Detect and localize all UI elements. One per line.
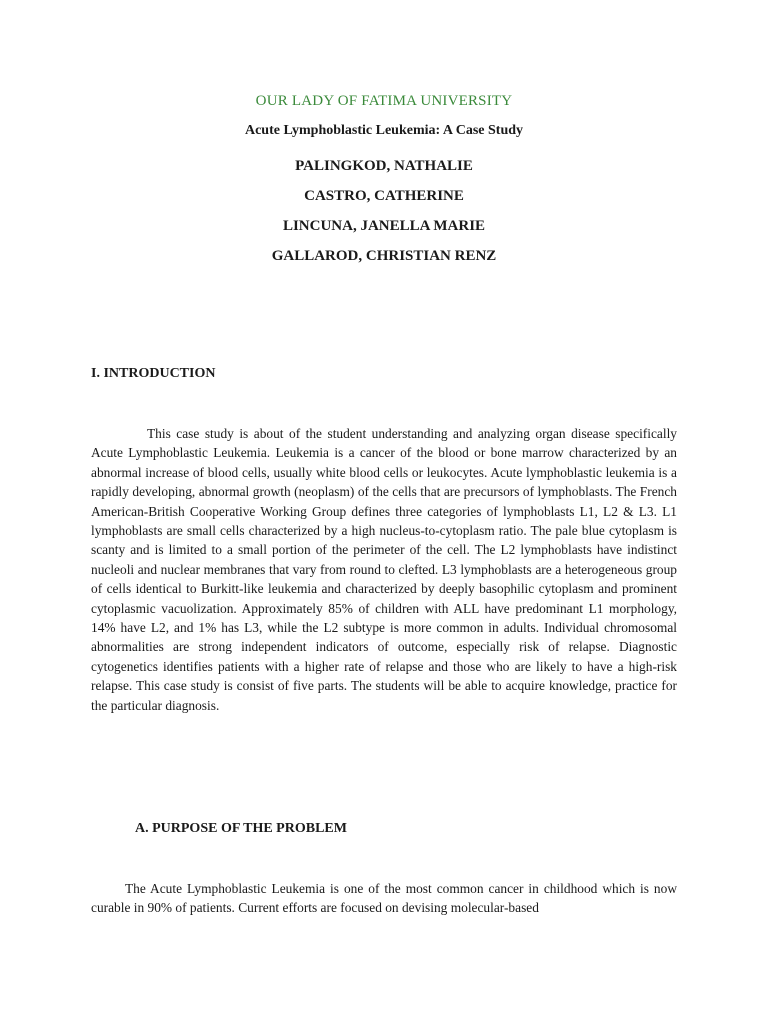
introduction-paragraph: This case study is about of the student understanding and analyzing organ disease specifically Acute Lymphoblastic Leukemia. Leukemia is a cancer of the blood or bone marrow characterized by an abnormal increase of blood cells, usually white blood cells or leukocytes. Acute lymphoblastic leukemia is a rapidly developing, abnormal growth (neoplasm) of the cells that are precursors of lymphoblasts. The French American-British Cooperative Working Group defines three categories of lymphoblasts L1, L2 & L3. L1 lymphoblasts are small cells characterized by a high nucleus-to-cytoplasm ratio. The pale blue cytoplasm is scanty and is limited to a small portion of the perimeter of the cell. The L2 lymphoblasts have indistinct nucleoli and nuclear membranes that vary from round to clefted. L3 lymphoblasts are a heterogeneous group of cells identical to Burkitt-like leukemia and characterized by deeply basophilic cytoplasm and prominent cytoplasmic vacuolization. Approximately 85% of children with ALL have predominant L1 morphology, 14% have L2, and 1% has L3, while the L2 subtype is more common in adults. Individual chromosomal abnormalities are strong independent indicators of outcome, especially risk of relapse. Diagnostic cytogenetics identifies patients with a higher rate of relapse and those who are likely to have a high-risk relapse. This case study is consist of five parts. The students will be able to acquire knowledge, practice for the particular diagnosis. — [91, 426, 677, 713]
author-name: LINCUNA, JANELLA MARIE — [282, 218, 486, 234]
university-name: OUR LADY OF FATIMA UNIVERSITY — [255, 93, 513, 109]
author-name: GALLAROD, CHRISTIAN RENZ — [271, 248, 497, 264]
purpose-paragraph: The Acute Lymphoblastic Leukemia is one of the most common cancer in childhood which is now curable in 90% of patients. Current efforts are focused on devising molecular-based — [91, 881, 677, 916]
purpose-heading: A. PURPOSE OF THE PROBLEM — [135, 821, 347, 836]
author-name: PALINGKOD, NATHALIE — [295, 158, 473, 174]
author-name: CASTRO, CATHERINE — [304, 188, 464, 204]
introduction-heading: I. INTRODUCTION — [91, 366, 216, 381]
case-study-title: Acute Lymphoblastic Leukemia: A Case Study — [244, 123, 524, 138]
